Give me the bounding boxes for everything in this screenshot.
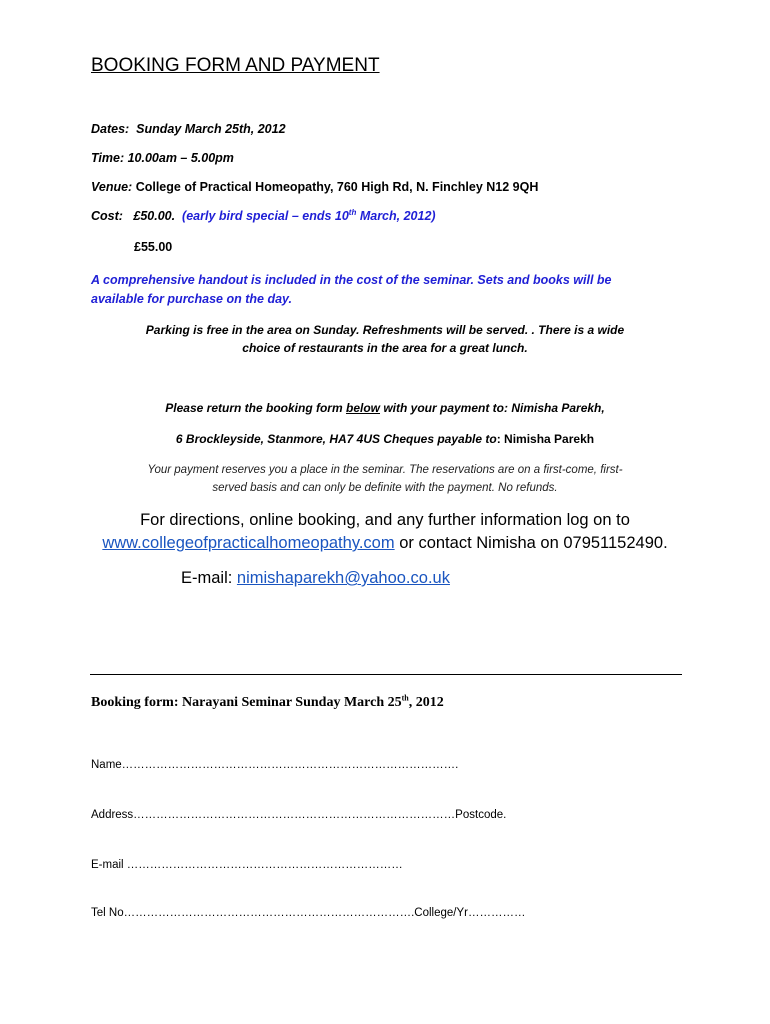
venue-line xyxy=(91,180,538,194)
reserve-line-2: served basis and can only be definite with the payment. No refunds. xyxy=(212,482,558,494)
handout-line-2: available for purchase on the day. xyxy=(91,292,292,306)
below-emphasis: below xyxy=(345,401,380,415)
dates-line xyxy=(91,122,286,136)
cost-price-early: £50.00. xyxy=(133,209,176,223)
cost-label: Cost: xyxy=(91,209,123,223)
return-address: 6 Brockleyside, Stanmore, HA7 4US Cheques payable to: Nimisha Parekh xyxy=(175,432,595,446)
handout-line-1: A comprehensive handout is included in the cost of the seminar. Sets and books will be xyxy=(91,273,612,287)
cost-line xyxy=(91,209,436,223)
time-line: Time: 10.00am – 5.00pm xyxy=(91,151,234,165)
directions-line-2 xyxy=(0,534,770,553)
contact-text: or contact Nimisha on 07951152490. xyxy=(394,534,668,552)
email-field[interactable]: E-mail ……………………………………………………………… xyxy=(91,859,403,871)
dates-value: Sunday March 25th, 2012 xyxy=(136,122,286,136)
dates-label: Dates: xyxy=(91,122,130,136)
email-line xyxy=(181,569,450,588)
tel-field[interactable]: Tel No………………………………………………………………….College/Yr…………… xyxy=(91,907,526,919)
form-heading: Booking form: Narayani Seminar Sunday March 25th, 2012 xyxy=(91,693,444,710)
website-link[interactable]: www.collegeofpracticalhomeopathy.com xyxy=(102,534,395,552)
return-instructions: Please return the booking form below with your payment to: Nimisha Parekh, xyxy=(165,401,605,415)
form-divider xyxy=(90,674,682,675)
email-link[interactable]: nimishaparekh@yahoo.co.uk xyxy=(236,569,450,587)
venue-value: College of Practical Homeopathy, 760 High Rd, N. Finchley N12 9QH xyxy=(135,180,539,194)
name-field[interactable]: Name……………………………………………………………………………. xyxy=(91,759,459,771)
parking-line-2: choice of restaurants in the area for a great lunch. xyxy=(242,341,528,355)
cost-price-regular: £55.00 xyxy=(134,240,173,254)
email-label: E-mail: xyxy=(181,569,237,587)
address-field[interactable]: Address…………………………………………………………………………Postcode. xyxy=(91,809,507,821)
directions-line-1: For directions, online booking, and any further information log on to xyxy=(140,511,630,529)
venue-label: Venue: xyxy=(91,180,133,194)
parking-line-1: Parking is free in the area on Sunday. Refreshments will be served. . There is a wide xyxy=(145,323,625,337)
page-title: BOOKING FORM AND PAYMENT xyxy=(91,55,380,76)
reserve-line-1: Your payment reserves you a place in the seminar. The reservations are on a first-come, first- xyxy=(147,464,623,476)
early-bird-note: (early bird special – ends 10th March, 2012) xyxy=(182,207,436,223)
